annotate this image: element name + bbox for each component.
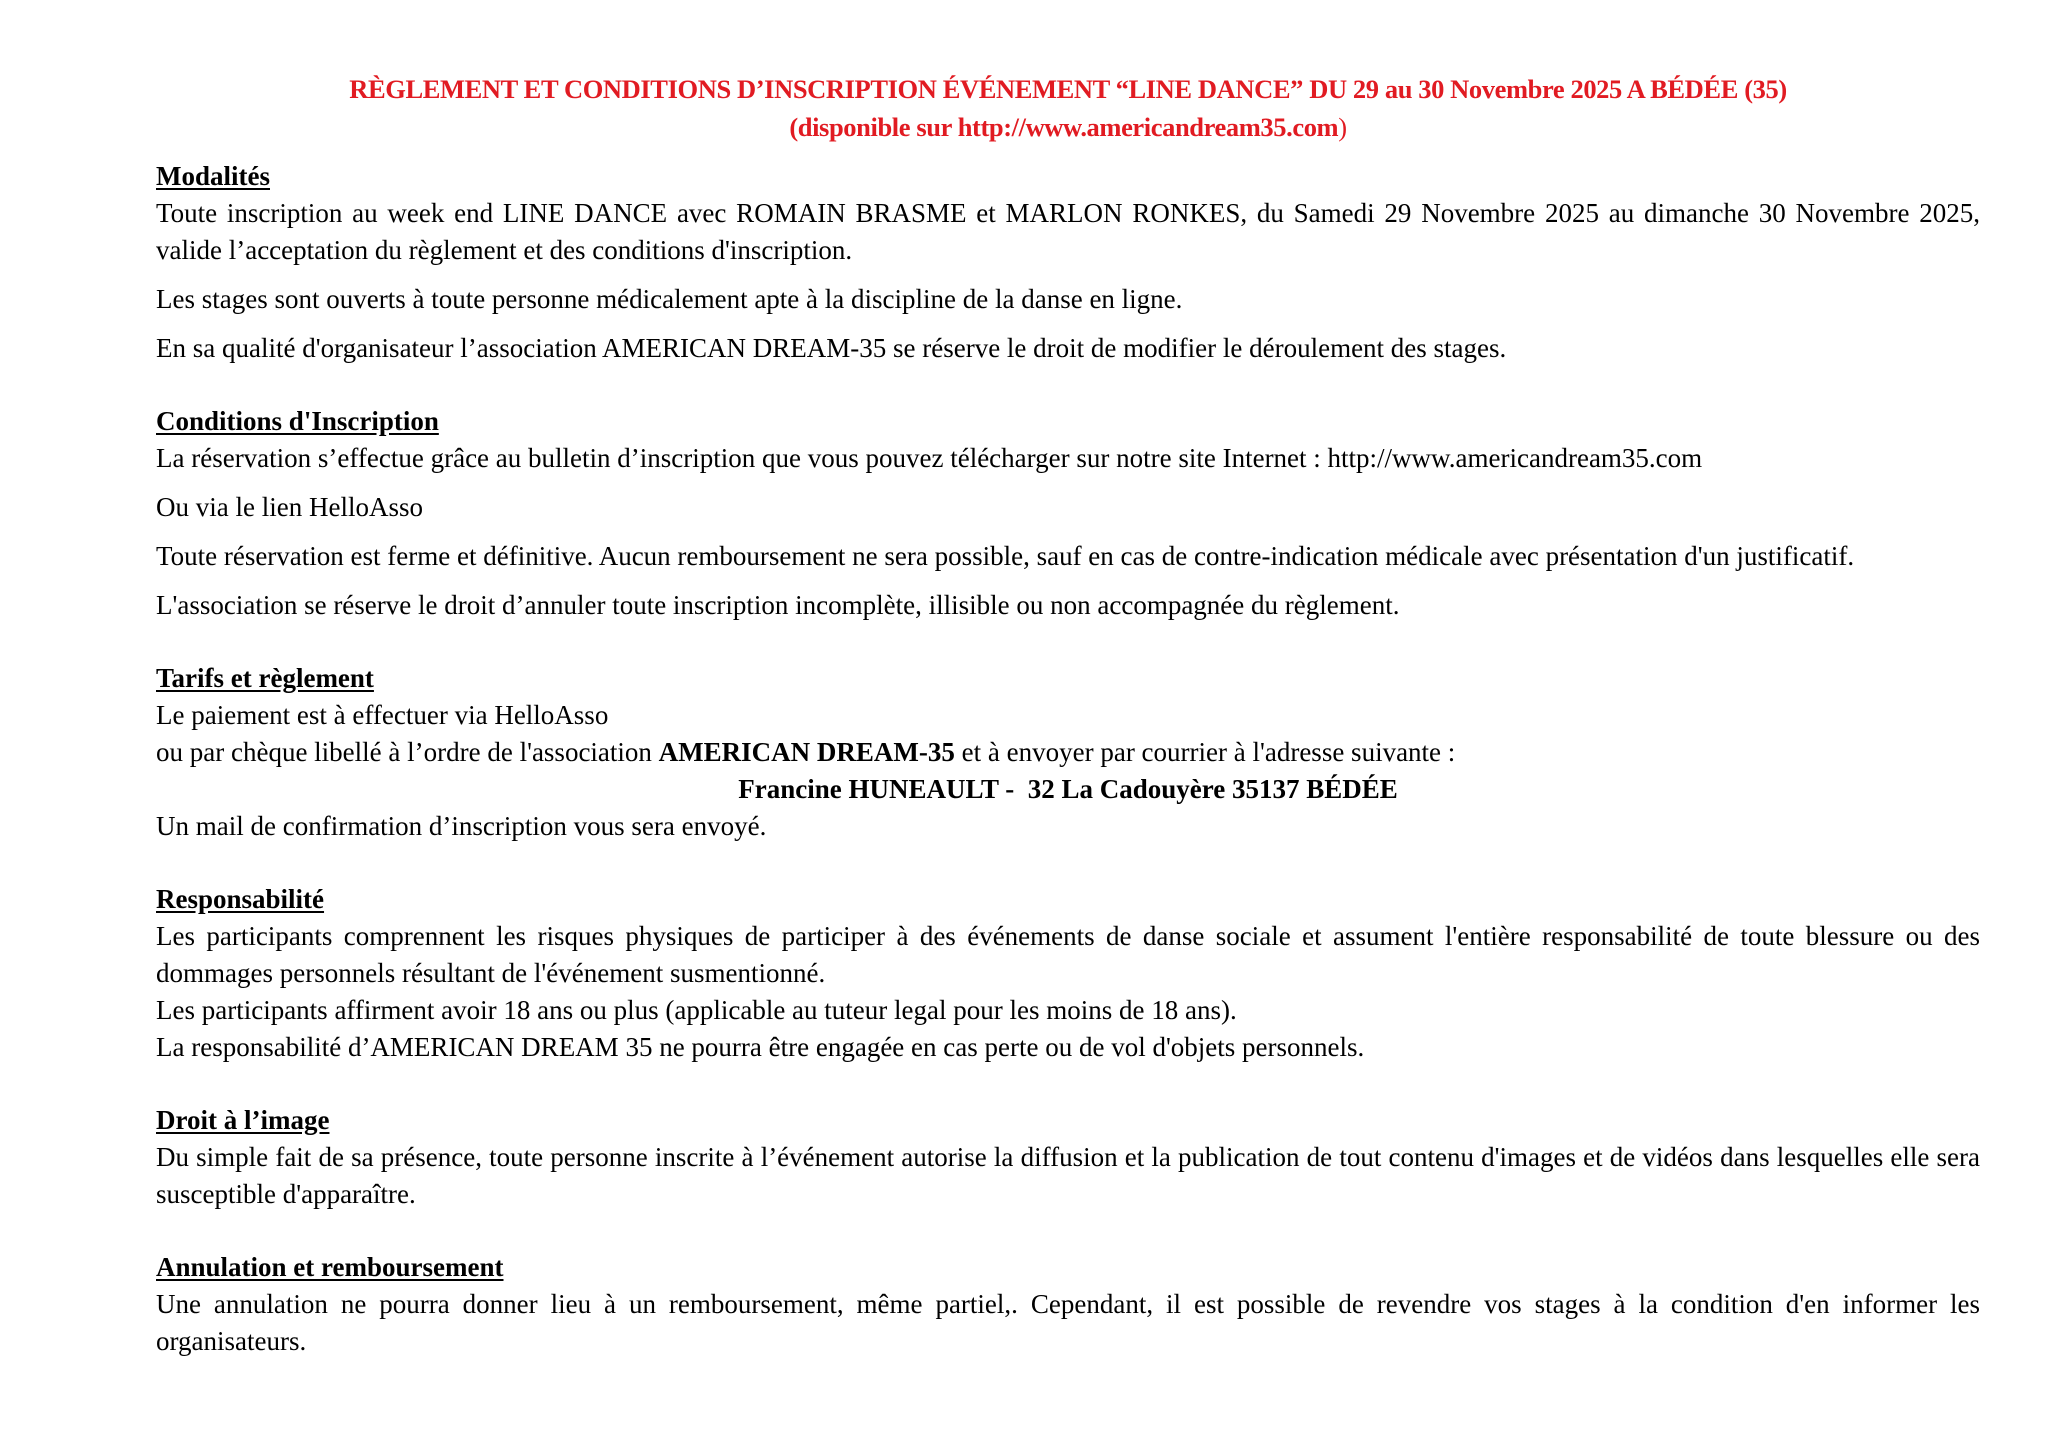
section-spacer: [156, 1066, 1980, 1102]
conditions-paragraph-4: L'association se réserve le droit d’annuler toute inscription incomplète, illisible ou non accompagnée du règlement.: [156, 590, 1400, 620]
section-title-responsabilite: Responsabilité: [156, 884, 325, 914]
modalites-paragraph-1: Toute inscription au week end LINE DANCE avec ROMAIN BRASME et MARLON RONKES, du Samedi 29 Novembre 2025 au dimanche 30 Novembre 2025, valide l’acceptation du règlement et des conditions d'inscription.: [156, 198, 1980, 265]
droit-image-paragraph-1: Du simple fait de sa présence, toute personne inscrite à l’événement autorise la diffusion et la publication de tout contenu d'images et de vidéos dans lesquelles elle sera susceptible d'apparaître.: [156, 1142, 1980, 1209]
conditions-paragraph-1: La réservation s’effectue grâce au bulletin d’inscription que vous pouvez télécharger sur notre site Internet : http://www.americandream35.com: [156, 443, 1703, 473]
annulation-paragraph-1: Une annulation ne pourra donner lieu à un remboursement, même partiel,. Cependant, il est possible de revendre vos stages à la condition d'en informer les organisateurs.: [156, 1289, 1980, 1356]
section-spacer: [156, 1213, 1980, 1249]
section-conditions: [156, 403, 1980, 624]
postal-address: Francine HUNEAULT - 32 La Cadouyère 35137 BÉDÉE: [738, 774, 1398, 804]
header-subtitle-open: (: [789, 112, 798, 142]
section-title-conditions: Conditions d'Inscription: [156, 406, 439, 436]
responsabilite-paragraph-2: Les participants affirment avoir 18 ans ou plus (applicable au tuteur legal pour les moins de 18 ans).: [156, 995, 1237, 1025]
responsabilite-paragraph-1: Les participants comprennent les risques physiques de participer à des événements de danse sociale et assument l'entière responsabilité de toute blessure ou des dommages personnels résultant de l'événement susmentionné.: [156, 921, 1980, 988]
header-subtitle: [156, 108, 1980, 146]
modalites-paragraph-2: Les stages sont ouverts à toute personne médicalement apte à la discipline de la danse en ligne.: [156, 284, 1183, 314]
header-title: RÈGLEMENT ET CONDITIONS D’INSCRIPTION ÉVÉNEMENT “LINE DANCE” DU 29 au 30 Novembre 2025 A BÉDÉE (35): [349, 74, 1787, 104]
header-subtitle-close: ): [1338, 112, 1347, 142]
tarifs-paragraph-1: Le paiement est à effectuer via HelloAsso: [156, 700, 609, 730]
tarifs-p2-before: ou par chèque libellé à l’ordre de l'association: [156, 737, 659, 767]
section-droit-image: [156, 1102, 1980, 1213]
section-spacer: [156, 367, 1980, 403]
tarifs-paragraph-2: [156, 734, 1980, 771]
modalites-paragraph-3: En sa qualité d'organisateur l’association AMERICAN DREAM-35 se réserve le droit de modifier le déroulement des stages.: [156, 333, 1507, 363]
document-header: [156, 70, 1980, 146]
section-spacer: [156, 624, 1980, 660]
section-spacer: [156, 845, 1980, 881]
section-title-annulation: Annulation et remboursement: [156, 1252, 504, 1282]
section-modalites: [156, 158, 1980, 367]
header-subtitle-link[interactable]: disponible sur http://www.americandream35.com: [797, 112, 1339, 142]
section-responsabilite: [156, 881, 1980, 1066]
responsabilite-paragraph-3: La responsabilité d’AMERICAN DREAM 35 ne pourra être engagée en cas perte ou de vol d'objets personnels.: [156, 1032, 1365, 1062]
section-title-droit-image: Droit à l’image: [156, 1105, 330, 1135]
tarifs-paragraph-3: Un mail de confirmation d’inscription vous sera envoyé.: [156, 811, 767, 841]
conditions-paragraph-2: Ou via le lien HelloAsso: [156, 492, 423, 522]
section-title-modalites: Modalités: [156, 161, 270, 191]
section-tarifs: [156, 660, 1980, 845]
section-annulation: [156, 1249, 1980, 1360]
association-name: AMERICAN DREAM-35: [658, 737, 955, 767]
conditions-paragraph-3: Toute réservation est ferme et définitive. Aucun remboursement ne sera possible, sauf en cas de contre-indication médicale avec présentation d'un justificatif.: [156, 541, 1855, 571]
document-page: [156, 70, 1980, 1360]
tarifs-p2-after: et à envoyer par courrier à l'adresse suivante :: [954, 737, 1456, 767]
section-title-tarifs: Tarifs et règlement: [156, 663, 374, 693]
